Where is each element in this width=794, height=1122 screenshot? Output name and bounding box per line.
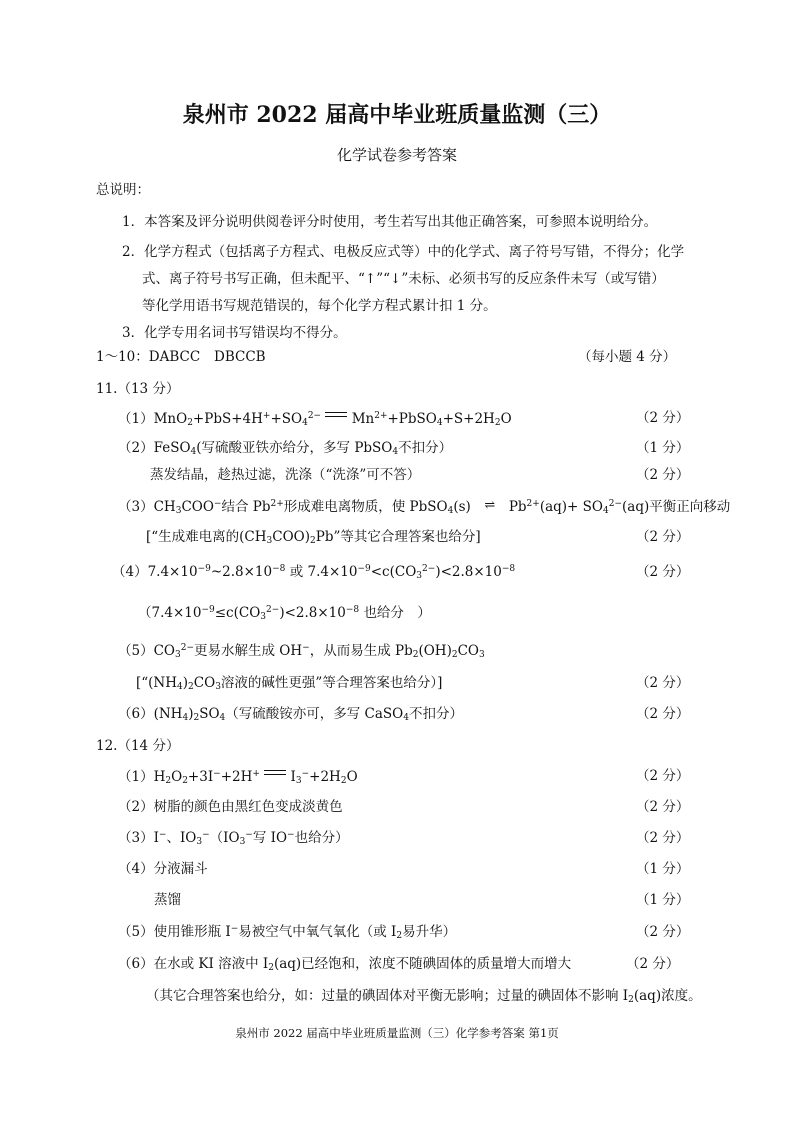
mc-answers-1: 1～10：DABCC: [96, 349, 201, 365]
q12-1-equation: $(1)H_2O_2+3I^-+2H^+$ $I_3^-+2H_2O$: [118, 769, 358, 786]
page-subtitle: 化学试卷参考答案: [336, 146, 457, 164]
mc-points: （每小题 4 分）: [578, 349, 677, 365]
q11-6-points: （2 分）: [636, 706, 690, 722]
q12-4b-points: （1 分）: [636, 892, 690, 908]
q12-4a: （4）分液漏斗: [118, 861, 208, 877]
page-title: 泉州市 2022 届高中毕业班质量监测（三）: [182, 102, 612, 128]
q11-2b: 蒸发结晶，趁热过滤，洗涤（“洗涤”可不答）: [150, 467, 421, 483]
q12-1-points: （2 分）: [636, 768, 690, 784]
note-2-line-1: 2．化学方程式（包括离子方程式、电极反应式等）中的化学式、离子符号写错，不得分；化学: [122, 244, 685, 260]
q11-1-equation: $(1)MnO_2+PbS+4H^++SO_4^{2-}$ $Mn^{2+}+PbSO_4+S+2H_2O$: [118, 411, 512, 428]
note-3: 3．化学专用名词书写错误均不得分。: [122, 325, 347, 341]
q11-5b: [“$(NH_4)_2CO_3$溶液的碱性更强”等合理答案也给分）]: [136, 675, 443, 692]
q12-4b: 蒸馏: [154, 892, 181, 908]
q11-5a: $(5)CO_3^{2-}$更易水解生成 OH−，从而易生成 $Pb_2(OH)_2CO_3$: [118, 643, 485, 660]
intro-heading: 总说明：: [96, 182, 150, 198]
q12-5-points: （2 分）: [636, 924, 690, 940]
q12-3: （3）I−、$IO_3^-(IO_3^-$写 IO−也给分）: [118, 830, 349, 847]
q11-2b-points: （2 分）: [636, 467, 690, 483]
q11-1-points: （2 分）: [636, 410, 690, 426]
q11-4b: （$7.4\times 10^{-9}\le c(CO_3^{2-})<2.8\times 10^{-8}$ 也给分 ）: [138, 605, 431, 622]
page-footer: 泉州市 2022 届高中毕业班质量监测（三）化学参考答案 第1页: [235, 1026, 559, 1040]
q12-6a: （6）在水或 KI 溶液中 $I_2(aq)$已经饱和，浓度不随碘固体的质量增大而增大: [118, 956, 572, 973]
q11-3a: $(3)CH_3COO^-$结合 $Pb^{2+}$形成难电离物质，使 PbSO$_4$(s) ⇌ $Pb^{2+}(aq)+ SO_4^{2-}(aq)$平衡正向移动: [118, 498, 731, 516]
note-1: 1．本答案及评分说明供阅卷评分时使用，考生若写出其他正确答案，可参照本说明给分。: [122, 214, 658, 230]
q11-4-points: （2 分）: [636, 564, 690, 580]
q12-6b: （其它合理答案也给分，如：过量的碘固体对平衡无影响；过量的碘固体不影响 $I_2(aq)$浓度。: [146, 988, 702, 1005]
mc-answers-2: DBCCB: [214, 349, 266, 365]
q12-5: （5）使用锥形瓶 I−易被空气中氧气氧化（或 $I_2$易升华）: [118, 924, 457, 941]
q12-4a-points: （1 分）: [636, 861, 690, 877]
q11-2a-points: （1 分）: [636, 440, 690, 456]
q11-6: $(6)(NH_4)_2SO_4$（写硫酸铵亦可，多写 CaSO$_4$不扣分）: [118, 706, 463, 723]
equilibrium-arrow-icon: ⇌: [484, 498, 496, 513]
q11-2a: （2）FeSO$_4$(写硫酸亚铁亦给分，多写 PbSO$_4$不扣分）: [118, 440, 453, 457]
q11-3-points: （2 分）: [636, 529, 690, 545]
q12-6-points: （2 分）: [626, 956, 680, 972]
q12-heading: 12.（14 分）: [96, 738, 180, 754]
note-2-line-3: 等化学用语书写规范错误的，每个化学方程式累计扣 1 分。: [142, 298, 497, 314]
q11-4a: $(4)7.4\times 10^{-9}\sim 2.8\times 10^{-8}$ 或 $7.4\times 10^{-9}<c(CO_3^{2-})<2.8\times 10^{-8}$: [112, 564, 516, 581]
q11-5-points: （2 分）: [636, 675, 690, 691]
note-2-line-2: 式、离子符号书写正确，但未配平、“↑”“↓”未标、必须书写的反应条件未写（或写错）: [142, 271, 665, 287]
q11-3b: [“生成难电离的$(CH_3COO)_2Pb$”等其它合理答案也给分]: [146, 529, 481, 546]
q11-heading: 11.（13 分）: [96, 381, 180, 397]
q12-2: （2）树脂的颜色由黑红色变成淡黄色: [118, 799, 343, 815]
q12-2-points: （2 分）: [636, 799, 690, 815]
q12-3-points: （2 分）: [636, 830, 690, 846]
